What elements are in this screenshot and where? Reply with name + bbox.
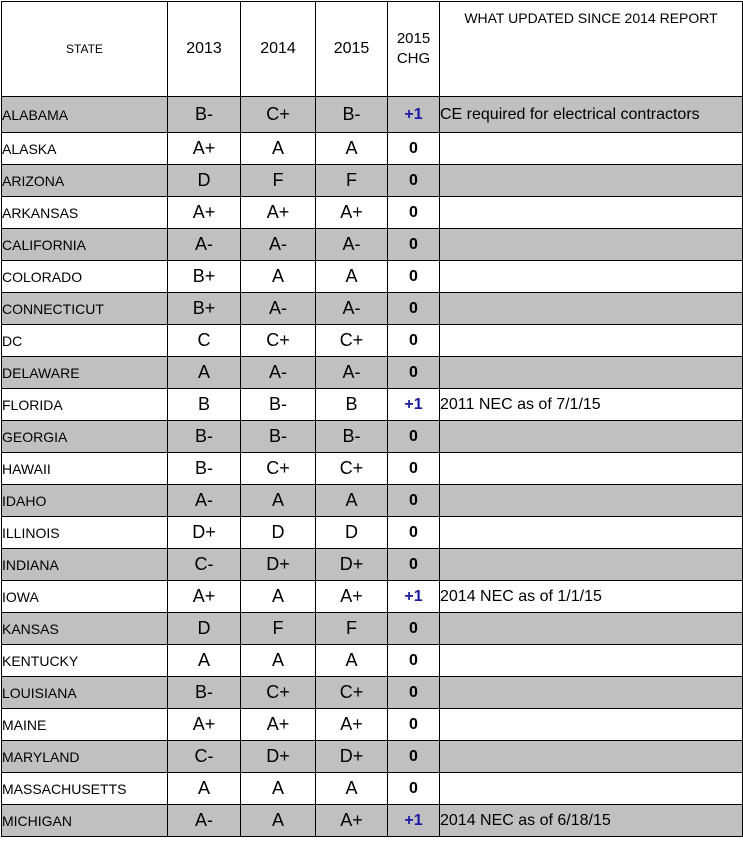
change-cell: 0 <box>388 677 440 709</box>
grade-2015-cell: B- <box>316 421 388 453</box>
update-note-cell <box>440 325 743 357</box>
update-note-cell: 2014 NEC as of 1/1/15 <box>440 581 743 613</box>
state-cell: LOUISIANA <box>2 677 168 709</box>
grade-2015-cell: A <box>316 773 388 805</box>
table-row <box>2 325 743 357</box>
grade-2014-cell: B- <box>241 389 316 421</box>
header-state: STATE <box>2 2 168 97</box>
change-cell: 0 <box>388 293 440 325</box>
grade-2013-cell: C <box>168 325 241 357</box>
table-row <box>2 581 743 613</box>
update-note-cell <box>440 517 743 549</box>
update-note-cell: CE required for electrical contractors <box>440 97 743 133</box>
table-row <box>2 421 743 453</box>
grade-2014-cell: B- <box>241 421 316 453</box>
grade-2013-cell: B <box>168 389 241 421</box>
state-cell: DC <box>2 325 168 357</box>
update-note-cell <box>440 293 743 325</box>
table-row <box>2 133 743 165</box>
state-cell: MAINE <box>2 709 168 741</box>
grade-2013-cell: A+ <box>168 581 241 613</box>
header-updates: WHAT UPDATED SINCE 2014 REPORT <box>440 2 743 97</box>
grade-2014-cell: C+ <box>241 97 316 133</box>
change-cell: 0 <box>388 165 440 197</box>
grade-2015-cell: C+ <box>316 453 388 485</box>
grade-2015-cell: C+ <box>316 325 388 357</box>
state-cell: FLORIDA <box>2 389 168 421</box>
grade-2014-cell: A <box>241 133 316 165</box>
grade-2014-cell: A+ <box>241 197 316 229</box>
table-row <box>2 165 743 197</box>
grade-2014-cell: C+ <box>241 453 316 485</box>
grade-2013-cell: D+ <box>168 517 241 549</box>
update-note-cell <box>440 165 743 197</box>
table-row <box>2 229 743 261</box>
update-note-cell <box>440 741 743 773</box>
grade-2015-cell: A+ <box>316 197 388 229</box>
grade-2014-cell: A <box>241 485 316 517</box>
table-row <box>2 709 743 741</box>
table-row <box>2 613 743 645</box>
table-row <box>2 97 743 133</box>
state-grades-table <box>1 1 743 837</box>
grade-2013-cell: A- <box>168 229 241 261</box>
table-row <box>2 197 743 229</box>
table-header <box>2 2 743 97</box>
update-note-cell: 2011 NEC as of 7/1/15 <box>440 389 743 421</box>
state-cell: ARKANSAS <box>2 197 168 229</box>
change-cell: 0 <box>388 357 440 389</box>
change-cell: +1 <box>388 805 440 837</box>
grade-2013-cell: A- <box>168 485 241 517</box>
update-note-cell <box>440 773 743 805</box>
grade-2013-cell: B- <box>168 453 241 485</box>
change-cell: 0 <box>388 517 440 549</box>
state-cell: GEORGIA <box>2 421 168 453</box>
grade-2015-cell: B- <box>316 97 388 133</box>
grade-2014-cell: A <box>241 581 316 613</box>
change-cell: 0 <box>388 421 440 453</box>
state-cell: KENTUCKY <box>2 645 168 677</box>
update-note-cell <box>440 197 743 229</box>
update-note-cell: 2014 NEC as of 6/18/15 <box>440 805 743 837</box>
table-row <box>2 357 743 389</box>
change-cell: 0 <box>388 453 440 485</box>
grade-2013-cell: B- <box>168 97 241 133</box>
table-body <box>2 97 743 837</box>
grade-2015-cell: A+ <box>316 805 388 837</box>
update-note-cell <box>440 261 743 293</box>
grade-2013-cell: C- <box>168 741 241 773</box>
state-cell: ILLINOIS <box>2 517 168 549</box>
update-note-cell <box>440 677 743 709</box>
update-note-cell <box>440 453 743 485</box>
grade-2013-cell: D <box>168 165 241 197</box>
update-note-cell <box>440 485 743 517</box>
grade-2013-cell: A <box>168 357 241 389</box>
grade-2013-cell: D <box>168 613 241 645</box>
change-cell: +1 <box>388 389 440 421</box>
state-cell: MARYLAND <box>2 741 168 773</box>
table-row <box>2 805 743 837</box>
state-cell: IDAHO <box>2 485 168 517</box>
table-row <box>2 741 743 773</box>
grade-2014-cell: C+ <box>241 325 316 357</box>
grade-2015-cell: A <box>316 485 388 517</box>
change-cell: 0 <box>388 613 440 645</box>
grade-2015-cell: A- <box>316 229 388 261</box>
grade-2014-cell: A+ <box>241 709 316 741</box>
grade-2015-cell: F <box>316 613 388 645</box>
grade-2013-cell: A- <box>168 805 241 837</box>
grade-2013-cell: B+ <box>168 261 241 293</box>
state-cell: MASSACHUSETTS <box>2 773 168 805</box>
grade-2014-cell: A- <box>241 229 316 261</box>
grade-2015-cell: F <box>316 165 388 197</box>
grade-2014-cell: D+ <box>241 549 316 581</box>
grade-2013-cell: B- <box>168 677 241 709</box>
change-cell: 0 <box>388 229 440 261</box>
grade-2013-cell: A <box>168 645 241 677</box>
table-row <box>2 453 743 485</box>
state-cell: ARIZONA <box>2 165 168 197</box>
grade-2015-cell: A+ <box>316 581 388 613</box>
table-row <box>2 389 743 421</box>
grade-2014-cell: A <box>241 645 316 677</box>
header-2014: 2014 <box>241 2 316 97</box>
state-cell: IOWA <box>2 581 168 613</box>
grade-2014-cell: A <box>241 773 316 805</box>
state-cell: ALABAMA <box>2 97 168 133</box>
grade-2015-cell: A <box>316 133 388 165</box>
grade-2013-cell: B+ <box>168 293 241 325</box>
update-note-cell <box>440 645 743 677</box>
state-cell: ALASKA <box>2 133 168 165</box>
grade-2014-cell: A- <box>241 357 316 389</box>
grade-2015-cell: B <box>316 389 388 421</box>
state-cell: INDIANA <box>2 549 168 581</box>
change-cell: +1 <box>388 581 440 613</box>
change-cell: 0 <box>388 197 440 229</box>
table-row <box>2 517 743 549</box>
change-cell: 0 <box>388 645 440 677</box>
grade-2015-cell: D+ <box>316 549 388 581</box>
update-note-cell <box>440 421 743 453</box>
grade-2013-cell: A+ <box>168 709 241 741</box>
header-2015-change: 2015 CHG <box>388 2 440 97</box>
table-row <box>2 677 743 709</box>
grade-2013-cell: B- <box>168 421 241 453</box>
state-cell: MICHIGAN <box>2 805 168 837</box>
change-cell: 0 <box>388 549 440 581</box>
grade-2014-cell: A <box>241 261 316 293</box>
change-cell: 0 <box>388 325 440 357</box>
table-row <box>2 485 743 517</box>
table-row <box>2 293 743 325</box>
change-cell: 0 <box>388 773 440 805</box>
state-cell: HAWAII <box>2 453 168 485</box>
state-cell: KANSAS <box>2 613 168 645</box>
state-cell: CALIFORNIA <box>2 229 168 261</box>
update-note-cell <box>440 709 743 741</box>
grade-2014-cell: A <box>241 805 316 837</box>
grade-2014-cell: F <box>241 613 316 645</box>
grade-2015-cell: A+ <box>316 709 388 741</box>
grade-2015-cell: A- <box>316 357 388 389</box>
change-cell: 0 <box>388 709 440 741</box>
change-cell: +1 <box>388 97 440 133</box>
header-row <box>2 2 743 97</box>
update-note-cell <box>440 133 743 165</box>
table-row <box>2 773 743 805</box>
table-row <box>2 549 743 581</box>
change-cell: 0 <box>388 485 440 517</box>
grade-2015-cell: A <box>316 645 388 677</box>
grade-2013-cell: C- <box>168 549 241 581</box>
state-cell: CONNECTICUT <box>2 293 168 325</box>
state-cell: COLORADO <box>2 261 168 293</box>
table-row <box>2 645 743 677</box>
grade-2015-cell: A- <box>316 293 388 325</box>
grade-2014-cell: A- <box>241 293 316 325</box>
grade-2014-cell: C+ <box>241 677 316 709</box>
change-cell: 0 <box>388 133 440 165</box>
table-row <box>2 261 743 293</box>
update-note-cell <box>440 229 743 261</box>
grade-2014-cell: D <box>241 517 316 549</box>
grade-2015-cell: C+ <box>316 677 388 709</box>
header-2013: 2013 <box>168 2 241 97</box>
state-cell: DELAWARE <box>2 357 168 389</box>
grade-2013-cell: A+ <box>168 197 241 229</box>
grade-2013-cell: A <box>168 773 241 805</box>
change-cell: 0 <box>388 741 440 773</box>
grade-2013-cell: A+ <box>168 133 241 165</box>
update-note-cell <box>440 549 743 581</box>
grade-2015-cell: A <box>316 261 388 293</box>
header-2015: 2015 <box>316 2 388 97</box>
update-note-cell <box>440 613 743 645</box>
grade-2014-cell: D+ <box>241 741 316 773</box>
change-cell: 0 <box>388 261 440 293</box>
grade-2015-cell: D+ <box>316 741 388 773</box>
grade-2014-cell: F <box>241 165 316 197</box>
update-note-cell <box>440 357 743 389</box>
grade-2015-cell: D <box>316 517 388 549</box>
